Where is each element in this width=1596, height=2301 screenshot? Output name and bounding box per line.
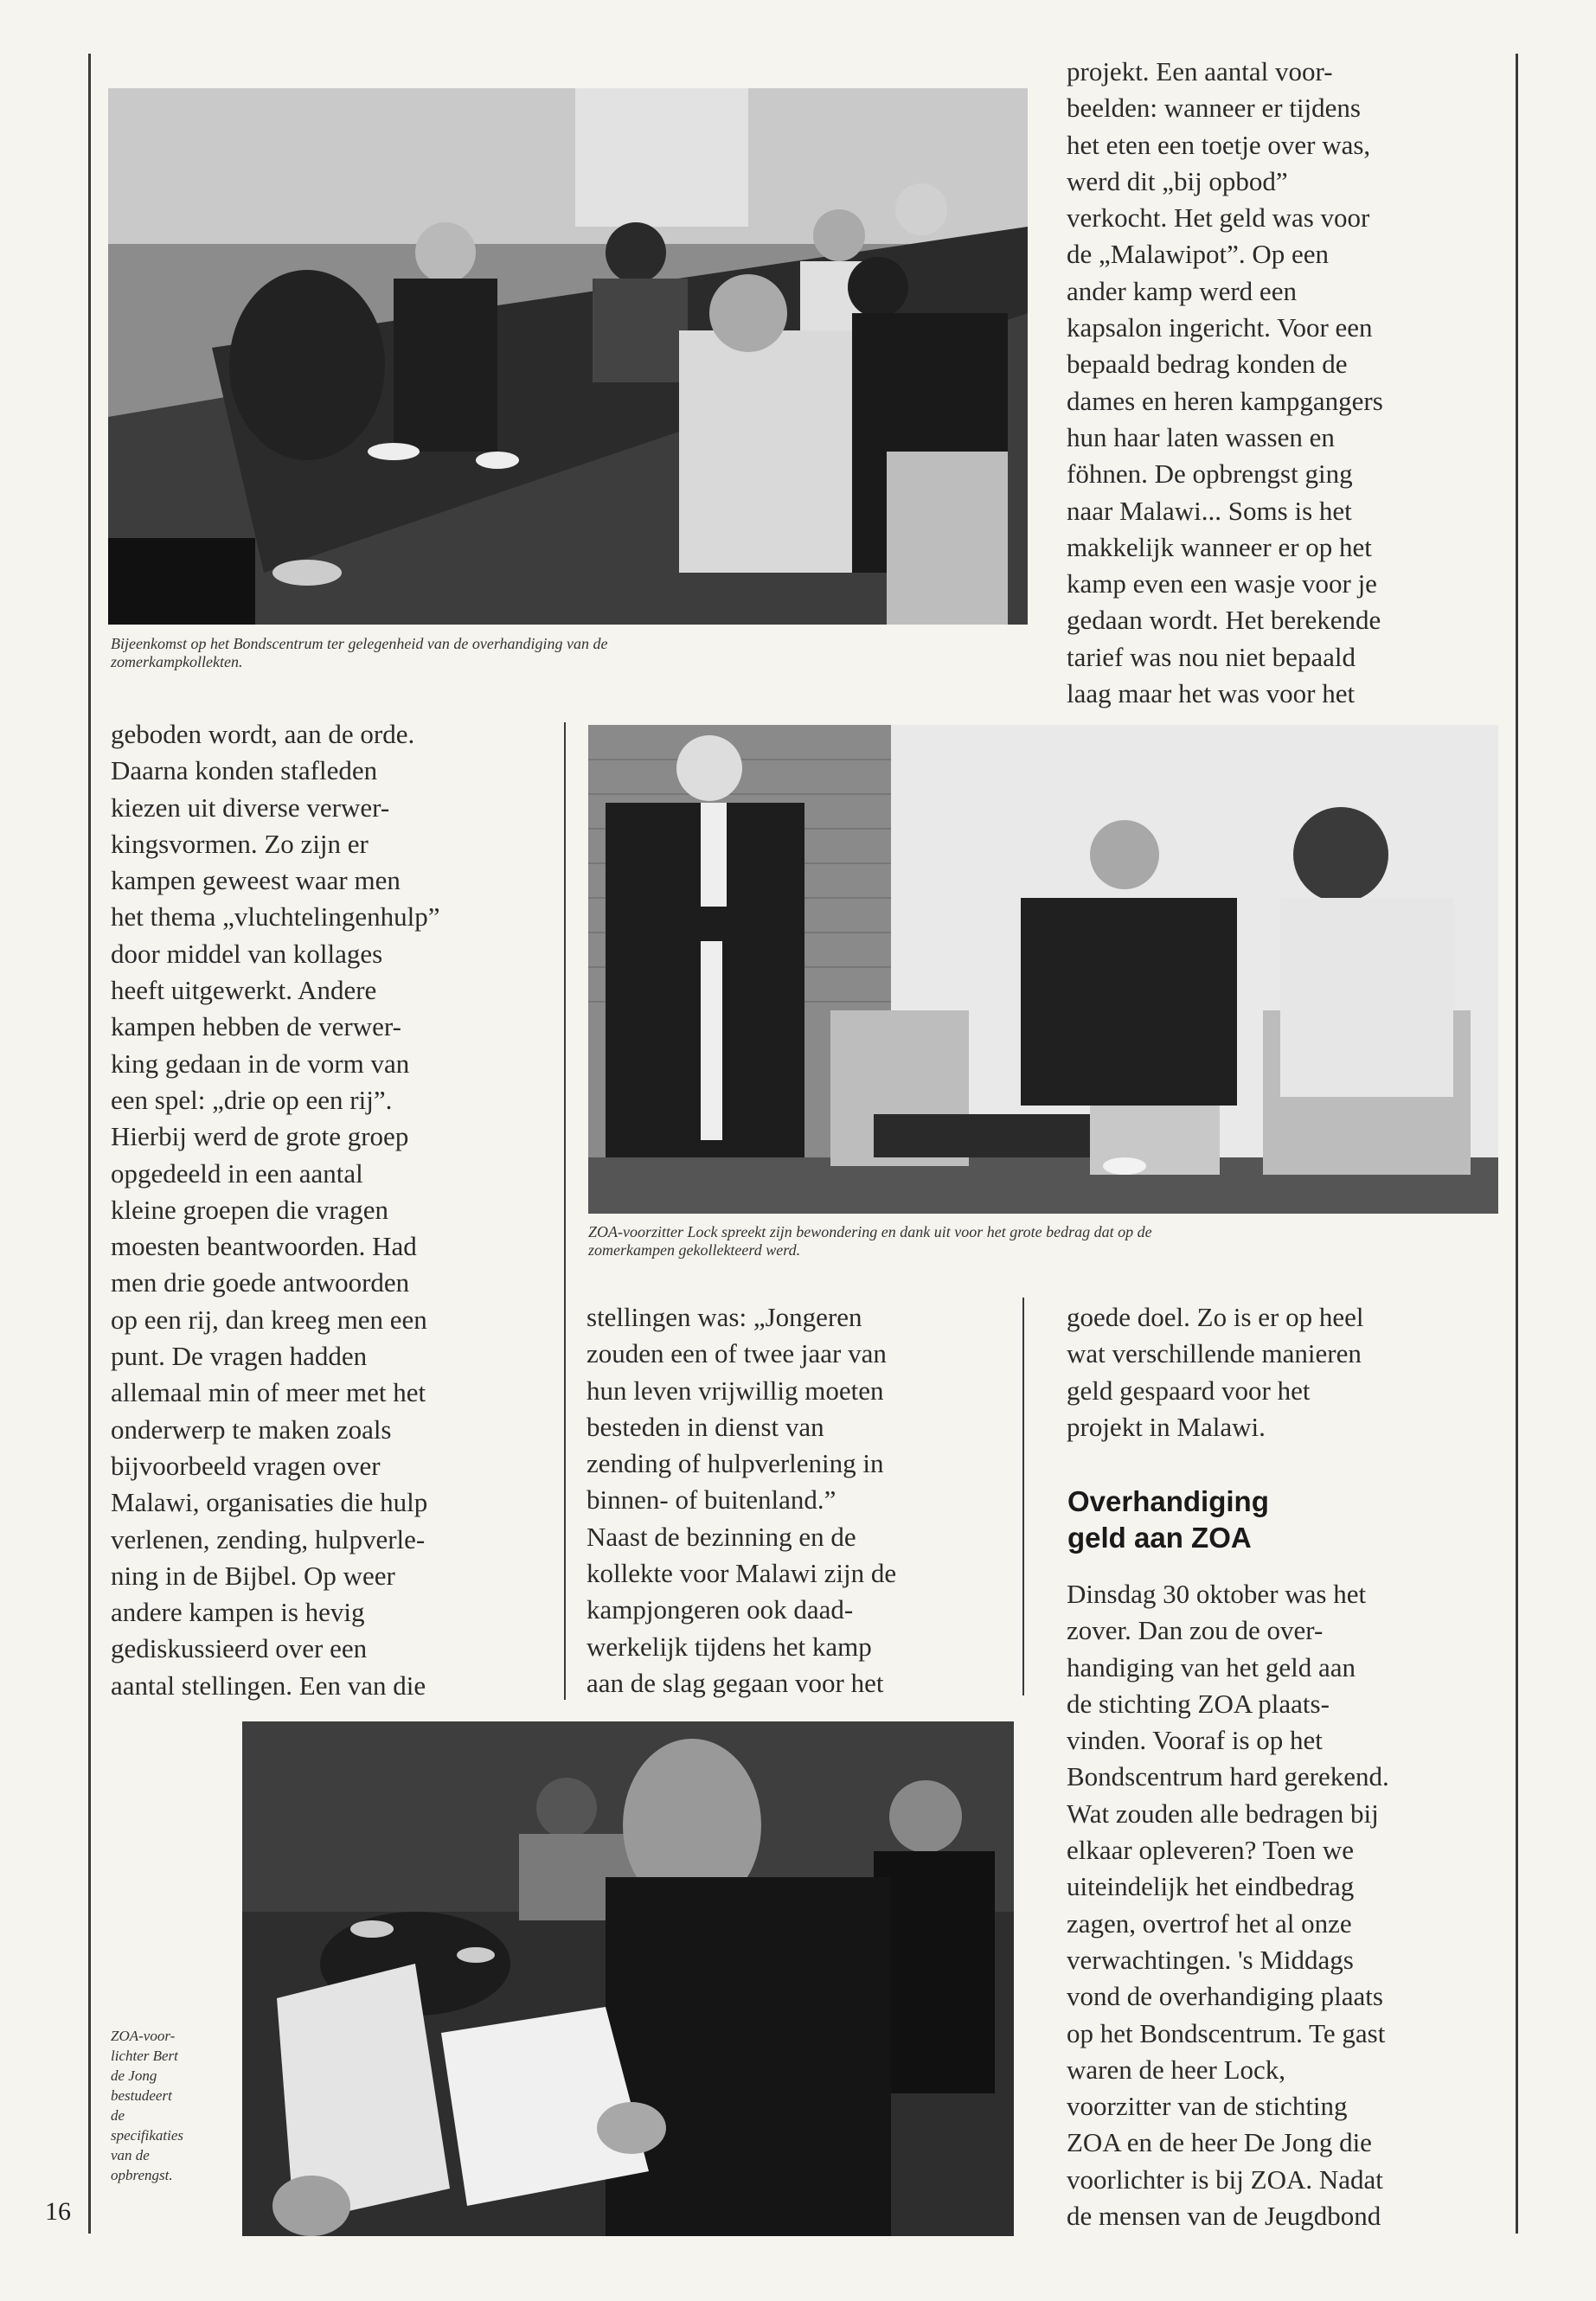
text-line: de mensen van de Jeugdbond [1067, 2201, 1381, 2232]
text-line: verwachtingen. 's Middags [1067, 1944, 1354, 1975]
column-rule-2 [1022, 1298, 1024, 1695]
reading-photo [242, 1721, 1014, 2236]
caption-line: ZOA-voorzitter Lock spreekt zijn bewondering en dank uit voor het grote bedrag dat op de [588, 1223, 1152, 1240]
text-line: werd dit „bij opbod” [1067, 165, 1288, 196]
text-line: kamp even een wasje voor je [1067, 568, 1377, 599]
text-line: Bondscentrum hard gerekend. [1067, 1761, 1389, 1792]
text-line: elkaar opleveren? Toen we [1067, 1835, 1355, 1866]
text-line: zouden een of twee jaar van [586, 1338, 887, 1369]
text-line: Hierbij werd de grote groep [111, 1121, 409, 1152]
text-line: naar Malawi... Soms is het [1067, 495, 1352, 526]
text-line: aantal stellingen. Een van die [111, 1670, 426, 1701]
caption-line: Bijeenkomst op het Bondscentrum ter gelegenheid van de overhandiging van de [111, 635, 608, 652]
reading-photo-image [242, 1721, 1014, 2236]
text-line: makkelijk wanneer er op het [1067, 531, 1372, 562]
text-line: punt. De vragen hadden [111, 1341, 368, 1372]
text-line: Malawi, organisaties die hulp [111, 1487, 428, 1518]
text-line: voorzitter van de stichting [1067, 2091, 1348, 2122]
text-line: op het Bondscentrum. Te gast [1067, 2017, 1386, 2048]
text-line: opgedeeld in een aantal [111, 1157, 363, 1189]
text-line: stellingen was: „Jongeren [586, 1302, 862, 1332]
text-column-right-bottom [1067, 1576, 1389, 2234]
caption-line: opbrengst. [111, 2167, 173, 2183]
text-line: geboden wordt, aan de orde. [111, 719, 415, 749]
text-line: Naast de bezinning en de [586, 1521, 856, 1552]
text-line: Wat zouden alle bedragen bij [1067, 1798, 1379, 1829]
text-line: beelden: wanneer er tijdens [1067, 93, 1361, 124]
text-line: gediskussieerd over een [111, 1633, 368, 1664]
text-column-right-top [1067, 54, 1383, 712]
text-line: moesten beantwoorden. Had [111, 1231, 417, 1262]
column-rule-1 [564, 722, 566, 1700]
text-line: voorlichter is bij ZOA. Nadat [1067, 2163, 1383, 2195]
text-line: laag maar het was voor het [1067, 678, 1356, 709]
text-line: hun haar laten wassen en [1067, 421, 1335, 452]
text-line: ZOA en de heer De Jong die [1067, 2127, 1372, 2158]
text-line: kampen geweest waar men [111, 865, 401, 896]
right-margin-rule [1516, 54, 1518, 2234]
text-line: kiezen uit diverse verwer- [111, 792, 390, 823]
text-line: uiteindelijk het eindbedrag [1067, 1871, 1355, 1902]
text-column-right-mid [1067, 1299, 1363, 1445]
text-line: kleine groepen die vragen [111, 1194, 389, 1225]
caption-line: zomerkampkollekten. [111, 653, 243, 670]
caption-line: lichter Bert [111, 2048, 178, 2064]
text-line: binnen- of buitenland.” [586, 1484, 836, 1516]
text-line: men drie goede antwoorden [111, 1267, 410, 1298]
text-line: de stichting ZOA plaats- [1067, 1688, 1330, 1719]
text-line: projekt. Een aantal voor- [1067, 56, 1333, 87]
text-line: föhnen. De opbrengst ging [1067, 458, 1353, 490]
text-line: dames en heren kampgangers [1067, 385, 1383, 416]
text-line: kampen hebben de verwer- [111, 1011, 401, 1042]
text-line: Daarna konden stafleden [111, 755, 378, 786]
text-line: vinden. Vooraf is op het [1067, 1725, 1323, 1756]
reading-photo-caption [111, 2026, 240, 2185]
caption-line: bestudeert [111, 2087, 172, 2104]
meeting-photo-image [108, 88, 1028, 625]
heading-line: geld aan ZOA [1067, 1522, 1252, 1554]
meeting-photo-caption [111, 635, 1028, 671]
meeting-photo [108, 88, 1028, 625]
text-line: de „Malawipot”. Op een [1067, 239, 1329, 270]
text-line: kapsalon ingericht. Voor een [1067, 312, 1373, 343]
text-line: aan de slag gegaan voor het [586, 1667, 884, 1698]
caption-line: de Jong [111, 2067, 157, 2084]
speech-photo-caption [588, 1223, 1505, 1259]
text-line: handiging van het geld aan [1067, 1651, 1356, 1682]
caption-line: zomerkampen gekollekteerd werd. [588, 1241, 801, 1259]
text-line: kollekte voor Malawi zijn de [586, 1558, 897, 1589]
text-line: goede doel. Zo is er op heel [1067, 1302, 1364, 1332]
caption-line: specifikaties [111, 2127, 184, 2144]
text-line: verlenen, zending, hulpverle- [111, 1523, 426, 1554]
text-line: een spel: „drie op een rij”. [111, 1084, 393, 1115]
text-line: ander kamp werd een [1067, 275, 1297, 306]
caption-line: de [111, 2107, 125, 2124]
text-line: wat verschillende manieren [1067, 1338, 1362, 1369]
speech-photo-image [588, 725, 1498, 1214]
speech-photo [588, 725, 1498, 1214]
text-line: kingsvormen. Zo zijn er [111, 828, 369, 859]
text-line: door middel van kollages [111, 938, 383, 969]
text-line: op een rij, dan kreeg men een [111, 1304, 427, 1335]
text-line: het eten een toetje over was, [1067, 129, 1371, 160]
section-heading [1067, 1484, 1269, 1556]
text-line: bijvoorbeeld vragen over [111, 1450, 381, 1481]
text-line: allemaal min of meer met het [111, 1377, 426, 1408]
text-line: king gedaan in de vorm van [111, 1048, 410, 1079]
text-line: verkocht. Het geld was voor [1067, 202, 1370, 234]
caption-line: van de [111, 2147, 150, 2163]
text-line: gedaan wordt. Het berekende [1067, 605, 1381, 636]
text-line: kampjongeren ook daad- [586, 1594, 854, 1625]
text-line: waren de heer Lock, [1067, 2054, 1286, 2085]
text-line: werkelijk tijdens het kamp [586, 1631, 872, 1662]
text-line: andere kampen is hevig [111, 1597, 365, 1628]
text-line: zagen, overtrof het al onze [1067, 1907, 1352, 1939]
text-line: heeft uitgewerkt. Andere [111, 975, 377, 1006]
text-line: projekt in Malawi. [1067, 1411, 1266, 1442]
text-line: hun leven vrijwillig moeten [586, 1375, 884, 1406]
left-margin-rule [88, 54, 91, 2234]
text-line: zover. Dan zou de over- [1067, 1615, 1324, 1646]
text-column-left [111, 716, 439, 1704]
text-line: tarief was nou niet bepaald [1067, 641, 1356, 672]
text-line: zending of hulpverlening in [586, 1448, 884, 1479]
text-line: ning in de Bijbel. Op weer [111, 1560, 395, 1591]
text-line: besteden in dienst van [586, 1411, 824, 1442]
text-line: bepaald bedrag konden de [1067, 349, 1348, 380]
heading-line: Overhandiging [1067, 1485, 1269, 1517]
text-line: Dinsdag 30 oktober was het [1067, 1579, 1367, 1609]
caption-line: ZOA-voor- [111, 2028, 176, 2044]
text-line: geld gespaard voor het [1067, 1375, 1311, 1406]
text-line: onderwerp te maken zoals [111, 1413, 392, 1445]
text-line: het thema „vluchtelingenhulp” [111, 901, 440, 933]
page-number: 16 [45, 2197, 71, 2226]
text-line: vond de overhandiging plaats [1067, 1981, 1383, 2012]
text-column-middle [586, 1299, 896, 1702]
